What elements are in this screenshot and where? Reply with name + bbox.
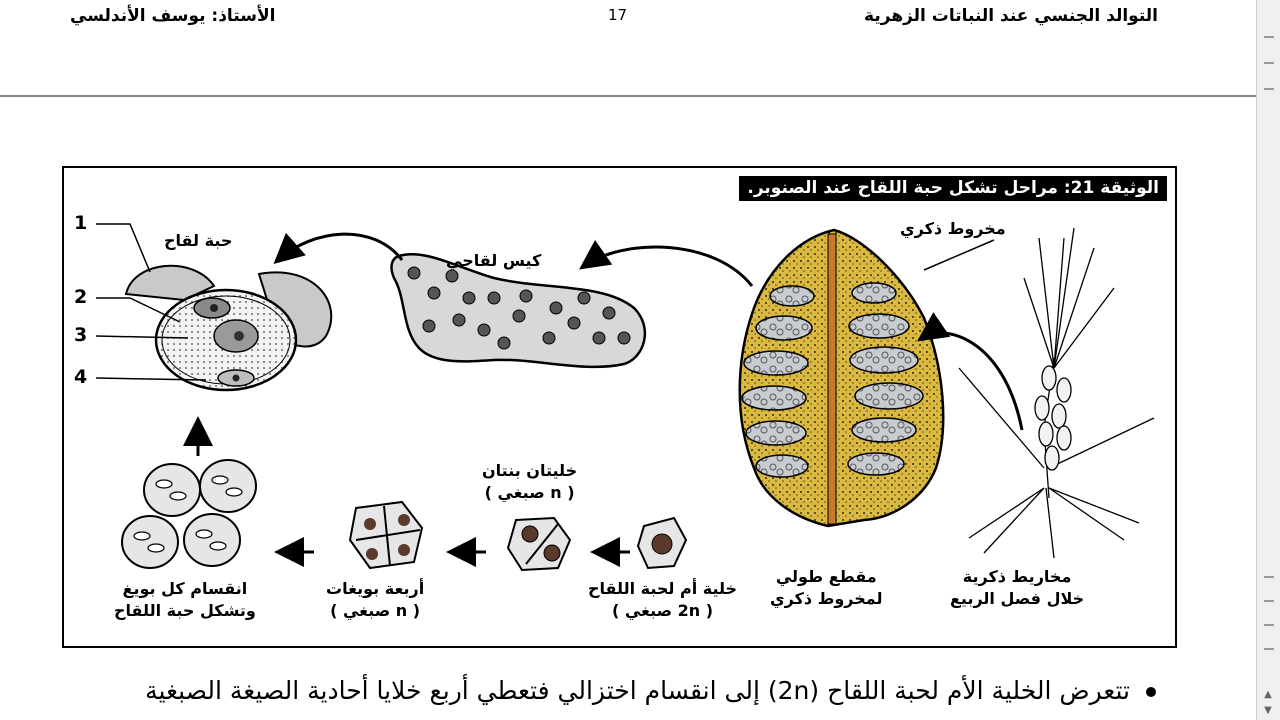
scroll-marker [1264, 648, 1274, 650]
label-number-3: 3 [74, 324, 88, 346]
pine-branch [959, 228, 1154, 558]
male-cone-section [740, 230, 943, 526]
scroll-marker [1264, 600, 1274, 602]
label-pollen-grain: حبة لقاح [164, 231, 233, 250]
curved-arrow-icon [584, 247, 752, 286]
page-number: 17 [608, 6, 628, 24]
scroll-marker [1264, 624, 1274, 626]
label-mother-cell-line1: خلية أم لحبة اللقاح [588, 579, 738, 598]
label-spring-cones-line2: خلال فصل الربيع [950, 589, 1085, 608]
label-four-spores [326, 578, 424, 622]
label-spring-cones-line1: مخاريط ذكرية [962, 567, 1072, 586]
label-cone-section-line1: مقطع طولي [775, 567, 877, 586]
label-cone-section-line2: لمخروط ذكري [770, 589, 883, 608]
bullet-icon [1146, 687, 1156, 697]
scroll-down-icon[interactable]: ▼ [1264, 705, 1272, 716]
label-cone-section [770, 566, 882, 610]
label-two-cells-line1: خليتان بنتان [482, 461, 578, 480]
mother-cell [638, 518, 686, 568]
label-pollen-sac: كيس لقاحي [446, 251, 542, 270]
scroll-marker [1264, 36, 1274, 38]
scroll-marker [1264, 62, 1274, 64]
scroll-up-icon[interactable]: ▲ [1264, 689, 1272, 700]
label-two-cells-line2: ( n صبغي ) [484, 483, 575, 502]
label-number-4: 4 [74, 366, 88, 388]
dividing-spores [122, 460, 256, 568]
pollen-grain [126, 266, 331, 390]
header-author: الأستاذ: يوسف الأندلسي [70, 6, 276, 26]
label-male-cone: مخروط ذكري [900, 219, 1006, 238]
vertical-scrollbar[interactable] [1256, 0, 1280, 720]
label-spore-division-line2: وتشكل حبة اللقاح [114, 601, 256, 620]
figure-caption: الوثيقة 21: مراحل تشكل حبة اللقاح عند الصنوبر. [739, 176, 1167, 201]
label-four-spores-line2: ( n صبغي ) [330, 601, 421, 620]
label-number-1: 1 [74, 212, 88, 234]
label-two-cells [482, 460, 577, 504]
label-four-spores-line1: أربعة بويغات [326, 579, 425, 598]
label-number-2: 2 [74, 286, 88, 308]
figure-document-21 [62, 166, 1177, 648]
header-divider [0, 95, 1256, 97]
two-daughter-cells [508, 518, 570, 570]
scroll-marker [1264, 88, 1274, 90]
body-text: تتعرض الخلية الأم لحبة اللقاح (2n) إلى انقسام اختزالي فتعطي أربع خلايا أحادية الصيغة الصبغية [145, 676, 1130, 705]
label-mother-cell-line2: ( 2n صبغي ) [611, 601, 714, 620]
cone-pointer [924, 240, 994, 270]
header-title: التوالد الجنسي عند النباتات الزهرية [864, 6, 1158, 26]
body-paragraph [145, 676, 1156, 705]
four-spores [350, 502, 422, 568]
scroll-marker [1264, 576, 1274, 578]
label-spore-division-line1: انقسام كل بويغ [122, 579, 248, 598]
label-mother-cell [588, 578, 737, 622]
label-spring-cones [950, 566, 1084, 610]
label-spore-division [114, 578, 256, 622]
curved-arrow-icon [278, 234, 402, 260]
